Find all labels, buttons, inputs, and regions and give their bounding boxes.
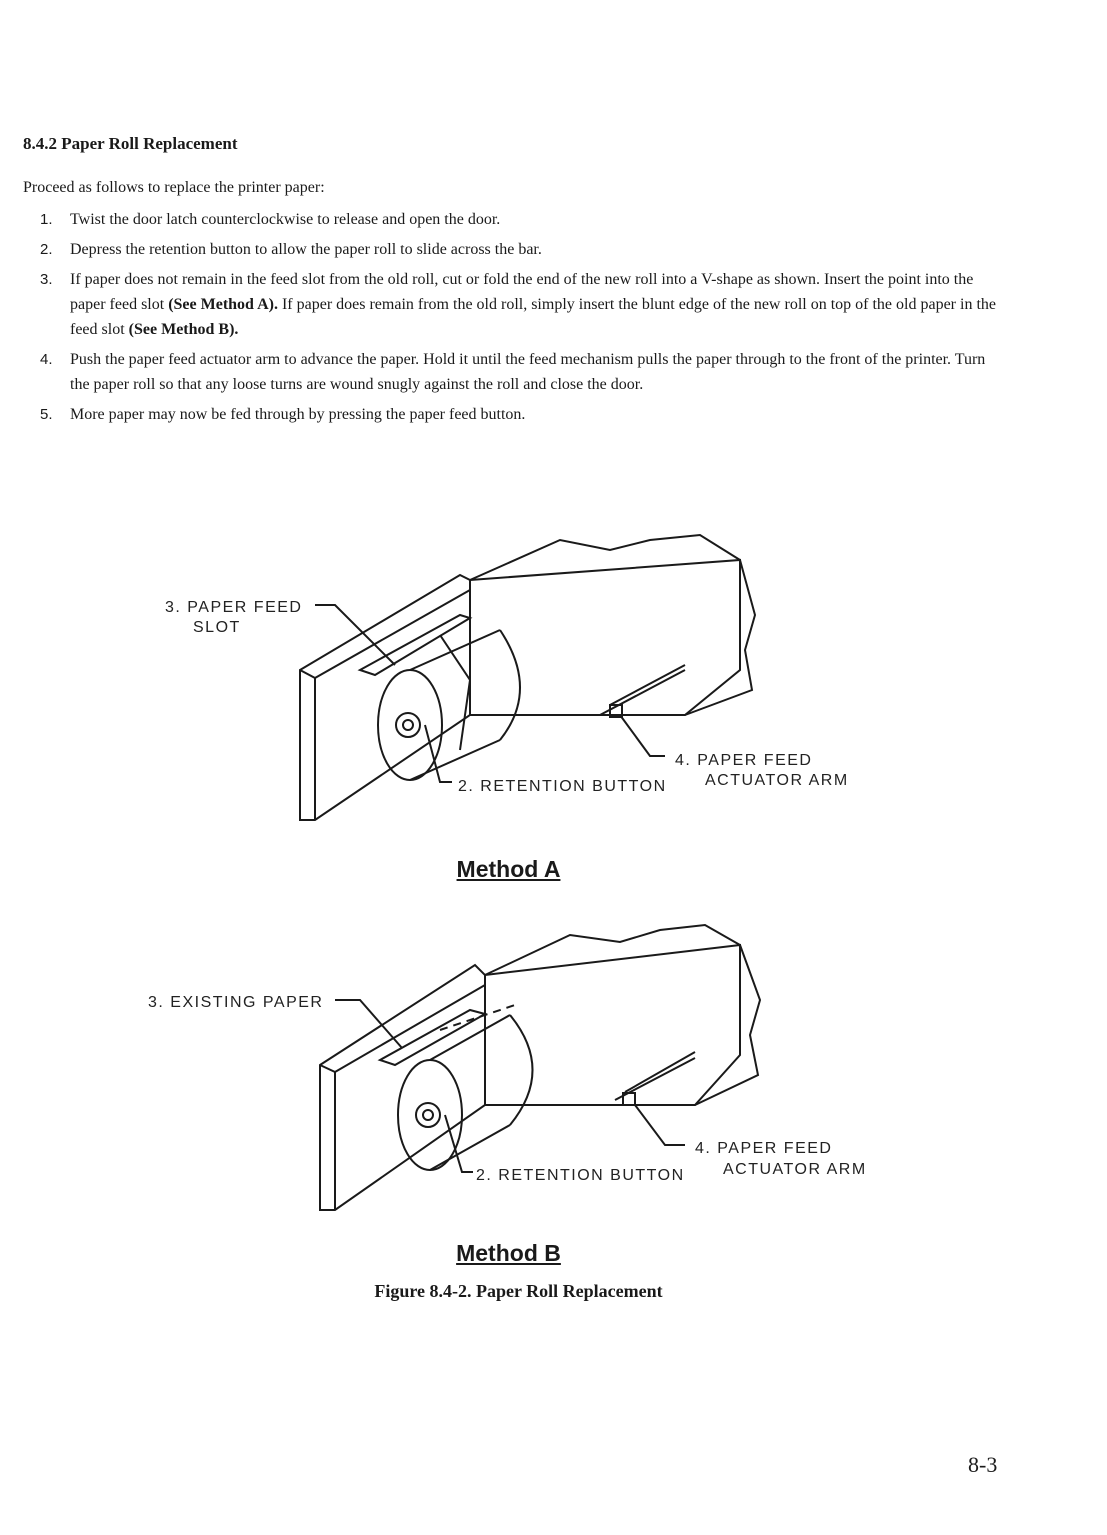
list-item — [40, 267, 1000, 342]
method-a-label: Method A — [456, 856, 561, 882]
step-number: 1. — [40, 211, 53, 228]
list-item — [40, 237, 1000, 262]
list-item — [40, 207, 1000, 232]
page-number: 8-3 — [968, 1452, 998, 1477]
method-b-label: Method B — [456, 1240, 561, 1266]
intro-text: Proceed as follows to replace the printer paper: — [23, 179, 325, 196]
label-actuator-arm: ACTUATOR ARM — [723, 1161, 867, 1178]
label-existing-paper: 3. EXISTING PAPER — [148, 994, 324, 1011]
label-paper-feed-slot: 3. PAPER FEED — [165, 599, 303, 616]
step-text-part: If paper does not remain in the feed slot from the old roll, cut or fold the end of the new roll into a V-shape as shown. Insert the point into the paper feed slot — [70, 271, 974, 313]
printer-illustration-a — [140, 520, 860, 840]
step-text: Twist the door latch counterclockwise to release and open the door. — [70, 211, 501, 228]
step-number: 3. — [40, 271, 53, 288]
list-item — [40, 347, 1000, 397]
step-number: 2. — [40, 241, 53, 258]
figure-caption — [0, 1281, 1107, 1302]
step-text-part: If paper does remain from the old roll, simply insert the blunt edge of the new roll on top of the old paper in the feed slot — [70, 296, 996, 338]
label-paper-feed-arm: 4. PAPER FEED — [675, 752, 813, 769]
label-retention-button: 2. RETENTION BUTTON — [458, 778, 667, 795]
step-text: More paper may now be fed through by pressing the paper feed button. — [70, 406, 526, 423]
steps-list — [40, 207, 1000, 432]
method-a-title — [0, 856, 1107, 883]
step-number: 4. — [40, 351, 53, 368]
caption-text: Figure 8.4-2. Paper Roll Replacement — [374, 1281, 663, 1301]
step-text: Push the paper feed actuator arm to advance the paper. Hold it until the feed mechanism pulls the paper through to the front of the printer. Turn the paper roll so that any loose turns are wound snugly against the roll and close the door. — [70, 351, 986, 393]
label-slot: SLOT — [193, 619, 241, 636]
step-text: Depress the retention button to allow the paper roll to slide across the bar. — [70, 241, 542, 258]
label-actuator-arm: ACTUATOR ARM — [705, 772, 849, 789]
step-text — [70, 267, 1000, 342]
printer-illustration-b — [140, 910, 880, 1230]
method-b-reference: (See Method B). — [128, 321, 239, 338]
method-a-reference: (See Method A). — [168, 296, 278, 313]
diagram-method-b — [140, 910, 880, 1230]
method-b-title — [0, 1240, 1107, 1267]
diagram-method-a — [140, 520, 860, 840]
list-item — [40, 402, 1000, 427]
step-number: 5. — [40, 406, 53, 423]
section-heading: 8.4.2 Paper Roll Replacement — [23, 134, 238, 153]
label-retention-button: 2. RETENTION BUTTON — [476, 1167, 685, 1184]
label-paper-feed-arm: 4. PAPER FEED — [695, 1140, 833, 1157]
